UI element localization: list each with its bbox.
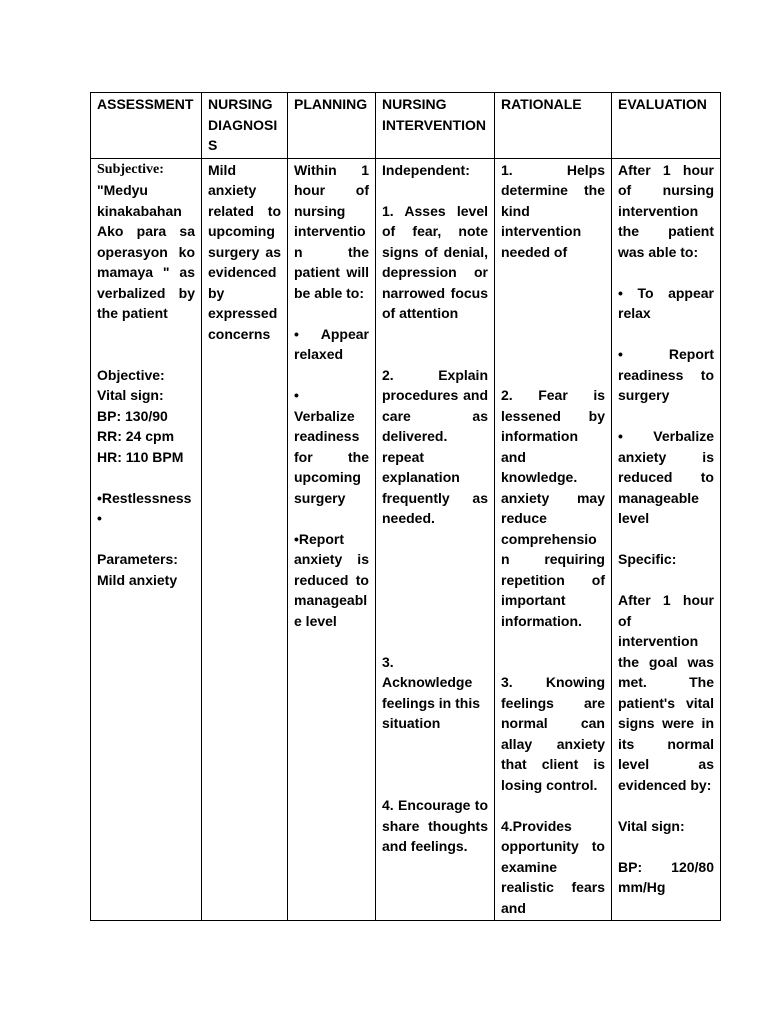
subjective-label: Subjective: xyxy=(97,161,164,177)
intervention-item-3: Acknowledge feelings in this situation xyxy=(382,674,481,731)
bp-value: BP: 130/90 xyxy=(97,407,168,424)
intervention-cell xyxy=(376,158,495,921)
evaluation-vital-label: Vital sign: xyxy=(618,817,685,834)
intervention-independent-label: Independent: xyxy=(382,161,470,178)
planning-cell xyxy=(288,158,376,921)
planning-goal-relaxed: • Appear relaxed xyxy=(294,325,369,362)
intervention-item-4: 4. Encourage to share thoughts and feelings. xyxy=(382,797,488,854)
diagnosis-cell xyxy=(202,158,288,921)
evaluation-item-anxiety: • Verbalize anxiety is reduced to manageable level xyxy=(618,428,714,526)
header-nursing-intervention: NURSING INTERVENTION xyxy=(376,93,495,159)
rationale-cell xyxy=(495,158,612,921)
parameters-value: Mild anxiety xyxy=(97,571,178,588)
planning-goal-bullet: • xyxy=(294,387,299,403)
intervention-item-3-number: 3. xyxy=(382,653,394,670)
rationale-item-4: 4.Provides opportunity to examine realistic fears and xyxy=(501,817,605,916)
header-rationale: RATIONALE xyxy=(495,93,612,159)
vital-sign-label: Vital sign: xyxy=(97,387,164,403)
objective-label: Objective: xyxy=(97,366,165,383)
diagnosis-text: Mild anxiety related to upcoming surgery as evidenced by expressed concerns xyxy=(208,161,281,342)
nursing-care-plan-table xyxy=(90,92,721,921)
header-assessment: ASSESSMENT xyxy=(91,93,202,159)
evaluation-specific-text: After 1 hour of intervention the goal was met. The patient's vital signs were in its normal level as evidenced by: xyxy=(618,592,714,793)
parameters-label: Parameters: xyxy=(97,551,178,567)
evaluation-cell xyxy=(612,158,721,921)
subjective-quote: "Medyu kinakabahan Ako para sa operasyon ko mamaya " as verbalized by the patient xyxy=(97,182,195,321)
restlessness-item: •Restlessness xyxy=(97,489,192,506)
header-nursing-diagnosis: NURSING DIAGNOSIS xyxy=(202,93,288,159)
hr-value: HR: 110 BPM xyxy=(97,448,184,465)
planning-goal-readiness: Verbalize readiness for the upcoming surgery xyxy=(294,407,369,506)
rationale-item-2: 2. Fear is lessened by information and knowledge. anxiety may reduce comprehension requiring repetition of important information. xyxy=(501,387,605,629)
intervention-item-2: 2. Explain procedures and care as delivered. repeat explanation frequently as needed. xyxy=(382,366,488,526)
evaluation-bp: BP: 120/80 mm/Hg xyxy=(618,858,714,895)
planning-intro: Within 1 hour of nursing intervention the patient will be able to: xyxy=(294,161,369,301)
assessment-cell xyxy=(91,158,202,921)
intervention-item-1: 1. Asses level of fear, note signs of denial, depression or narrowed focus of attention xyxy=(382,202,488,321)
rationale-item-1: 1. Helps determine the kind intervention needed of xyxy=(501,161,605,260)
rr-value: RR: 24 cpm xyxy=(97,428,175,444)
evaluation-item-readiness: • Report readiness to surgery xyxy=(618,346,714,403)
evaluation-item-relax: • To appear relax xyxy=(618,284,714,321)
evaluation-specific-label: Specific: xyxy=(618,551,677,567)
body-row xyxy=(91,158,721,921)
rationale-item-3: 3. Knowing feelings are normal can allay anxiety that client is losing control. xyxy=(501,674,605,793)
header-planning: PLANNING xyxy=(288,93,376,159)
empty-bullet: • xyxy=(97,510,102,526)
header-evaluation: EVALUATION xyxy=(612,93,721,159)
evaluation-intro: After 1 hour of nursing intervention the patient was able to: xyxy=(618,161,714,260)
planning-goal-anxiety: •Report anxiety is reduced to manageable level xyxy=(294,530,369,629)
header-row xyxy=(91,93,721,159)
